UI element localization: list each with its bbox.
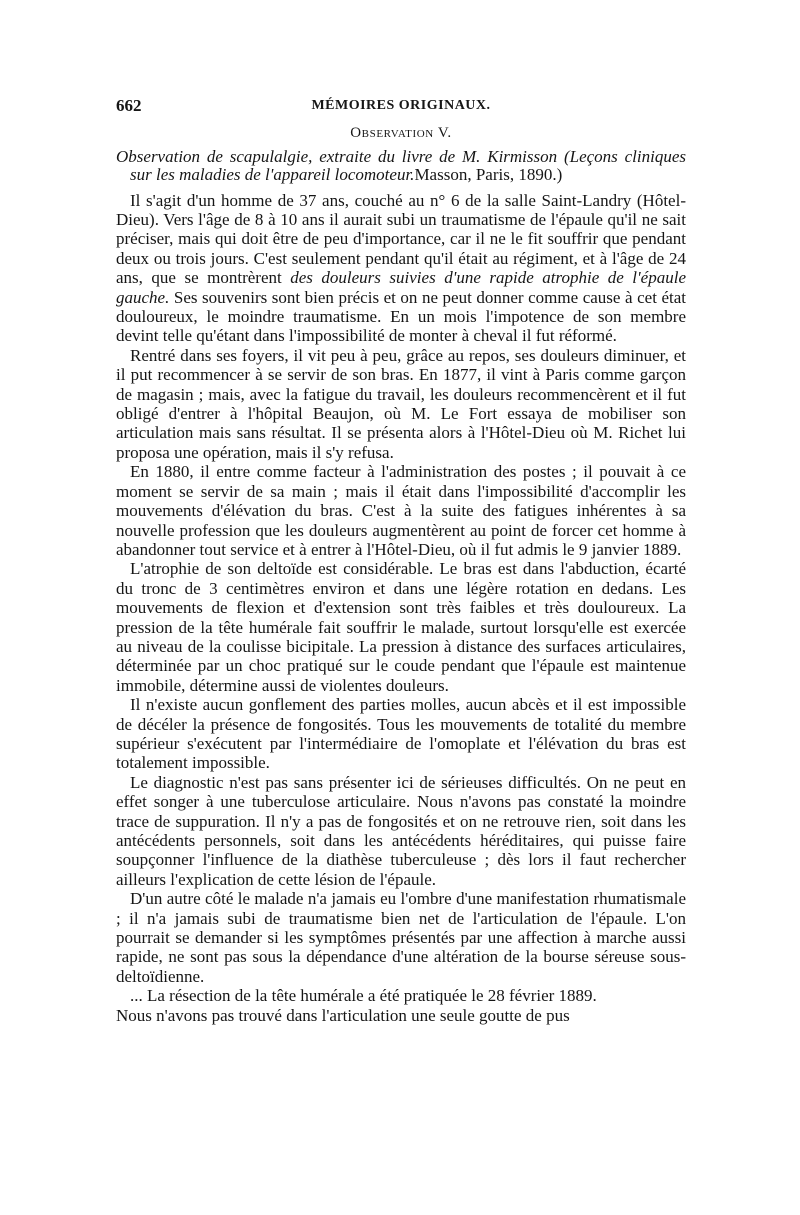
last-line: Nous n'avons pas trouvé dans l'articulation une seule goutte de pus [116, 1005, 570, 1025]
observation-heading: Observation V. [350, 125, 452, 141]
page [116, 96, 686, 1025]
paragraph-5: Il n'existe aucun gonflement des parties molles, aucun abcès et il est impossible de décéler la présence de fongosités. Tous les mouvements de totalité du membre supérieur s'exécutent par l'intermédiaire de l'omoplate et l'élévation du bras est totalement impossible. [116, 695, 686, 773]
paragraph-6: Le diagnostic n'est pas sans présenter ici de sérieuses difficultés. On ne peut en effet songer à une tuberculose articulaire. Nous n'avons pas constaté la moindre trace de suppuration. Il n'y a pas de fongosités et on ne retrouve rien, soit dans les antécédents personnels, soit dans les antécédents héréditaires, qui puisse faire soupçonner l'influence de la diathèse tuberculeuse ; dès lors il faut rechercher ailleurs l'explication de cette lésion de l'épaule. [116, 772, 686, 889]
intro-publisher: Masson, Paris, 1890.) [414, 165, 563, 185]
paragraph-1 [116, 191, 686, 346]
paragraph-3: En 1880, il entre comme facteur à l'administration des postes ; il pouvait à ce moment se servir de sa main ; mais il était dans l'impossibilité d'accomplir les mouvements d'élévation du bras. C'est à la suite des fatigues inhérentes à sa nouvelle profession que les douleurs augmentèrent au point de forcer cet homme à abandonner tout service et à entrer à l'Hôtel-Dieu, où il fut admis le 9 janvier 1889. [116, 462, 686, 559]
intro-book-title: (Leçons cliniques sur les maladies de l'appareil locomoteur. [130, 147, 686, 185]
paragraph-7: D'un autre côté le malade n'a jamais eu l'ombre d'une manifestation rhumatismale ; il n'a jamais subi de traumatisme bien net de l'articulation de l'épaule. L'on pourrait se demander si les symptômes présentés par une affection à marche aussi rapide, ne sont pas sous la dépendance d'une altération de la bourse séreuse sous-deltoïdienne. [116, 889, 686, 986]
paragraph-2: Rentré dans ses foyers, il vit peu à peu, grâce au repos, ses douleurs diminuer, et il put recommencer à se servir de son bras. En 1877, il vint à Paris comme garçon de magasin ; mais, avec la fatigue du travail, les douleurs recommencèrent et il fut obligé d'entrer à l'hôpital Beaujon, où M. Le Fort essaya de mobiliser son articulation mais sans résultat. Il se présenta alors à l'Hôtel-Dieu où M. Richet lui proposa une opération, mais il s'y refusa. [116, 345, 686, 462]
page-header [116, 96, 686, 120]
paragraph-1-italic: des douleurs suivies d'une rapide atrophie de l'épaule gauche. [116, 268, 686, 307]
page-number: 662 [116, 96, 142, 115]
paragraph-8: ... La résection de la tête humérale a été pratiquée le 28 février 1889. [130, 986, 597, 1006]
observation-intro [116, 148, 686, 185]
paragraph-4: L'atrophie de son deltoïde est considérable. Le bras est dans l'abduction, écarté du tronc de 3 centimètres environ et dans une légère rotation en dedans. Les mouvements de flexion et d'extension sont très faibles et très douloureux. La pression de la tête humérale fait souffrir le malade, surtout lorsqu'elle est exercée au niveau de la coulisse bicipitale. La pression à distance des surfaces articulaires, déterminée par un choc pratiqué sur le coude pendant que l'épaule est maintenue immobile, détermine aussi de violentes douleurs. [116, 559, 686, 695]
paragraph-1-text-end: Ses souvenirs sont bien précis et on ne peut donner comme cause à cet état douloureux, le moindre traumatisme. En un mois l'impotence de son membre devint telle qu'étant dans l'impossibilité de monter à cheval il fut réformé. [116, 287, 686, 346]
intro-title: Observation de scapulalgie, extraite du livre de M. Kirmisson [116, 147, 558, 166]
running-title: MÉMOIRES ORIGINAUX. [311, 98, 491, 113]
paragraph-1-text: Il s'agit d'un homme de 37 ans, couché au n° 6 de la salle Saint-Landry (Hôtel-Dieu). Vers l'âge de 8 à 10 ans il aurait subi un traumatisme de l'épaule qu'il ne sait préciser, mais qui doit être de peu d'importance, car il ne le fit souffrir que pendant deux ou trois jours. C'est seulement pendant qu'il était au régiment, et à l'âge de 24 ans, que se montrèrent [116, 190, 686, 288]
